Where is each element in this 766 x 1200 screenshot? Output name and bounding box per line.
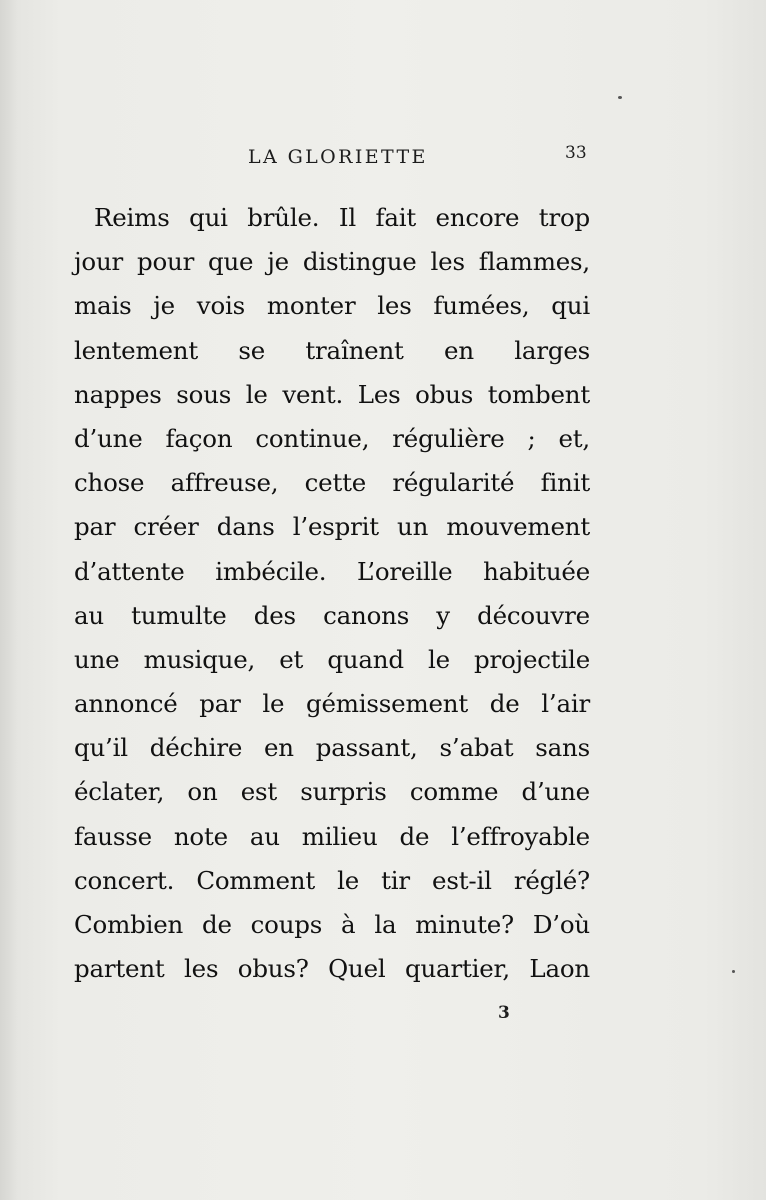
text-line: fausse note au milieu de l’effroyable: [74, 821, 590, 851]
text-line: au tumulte des canons y découvre: [74, 600, 590, 630]
page-number: 33: [565, 143, 587, 163]
text-line: partent les obus? Quel quartier, Laon: [74, 954, 590, 984]
signature-mark: 3: [498, 1003, 510, 1023]
text-line: lentement se traînent en larges: [74, 335, 590, 365]
paper-speck: [732, 970, 735, 973]
body-text: [74, 196, 590, 991]
text-line: d’une façon continue, régulière ; et,: [74, 423, 590, 453]
text-line: par créer dans l’esprit un mouvement: [74, 512, 590, 542]
text-line: annoncé par le gémissement de l’air: [74, 689, 590, 719]
text-line: mais je vois monter les fumées, qui: [74, 291, 590, 321]
text-line: Reims qui brûle. Il fait encore trop: [94, 203, 590, 232]
text-line: nappes sous le vent. Les obus tombent: [74, 379, 590, 409]
text-line: Combien de coups à la minute? D’où: [74, 910, 590, 939]
text-line: concert. Comment le tir est-il réglé?: [74, 865, 590, 895]
running-title: LA GLORIETTE: [248, 146, 428, 168]
text-line: éclater, on est surpris comme d’une: [74, 777, 590, 807]
text-line: jour pour que je distingue les flammes,: [74, 247, 590, 277]
text-line: qu’il déchire en passant, s’abat sans: [74, 733, 590, 763]
text-line: d’attente imbécile. L’oreille habituée: [74, 556, 590, 586]
text-line: une musique, et quand le projectile: [74, 644, 590, 674]
page-edge-shadow: [0, 0, 18, 1200]
paper-speck: [618, 96, 622, 99]
text-line: chose affreuse, cette régularité finit: [74, 468, 590, 498]
